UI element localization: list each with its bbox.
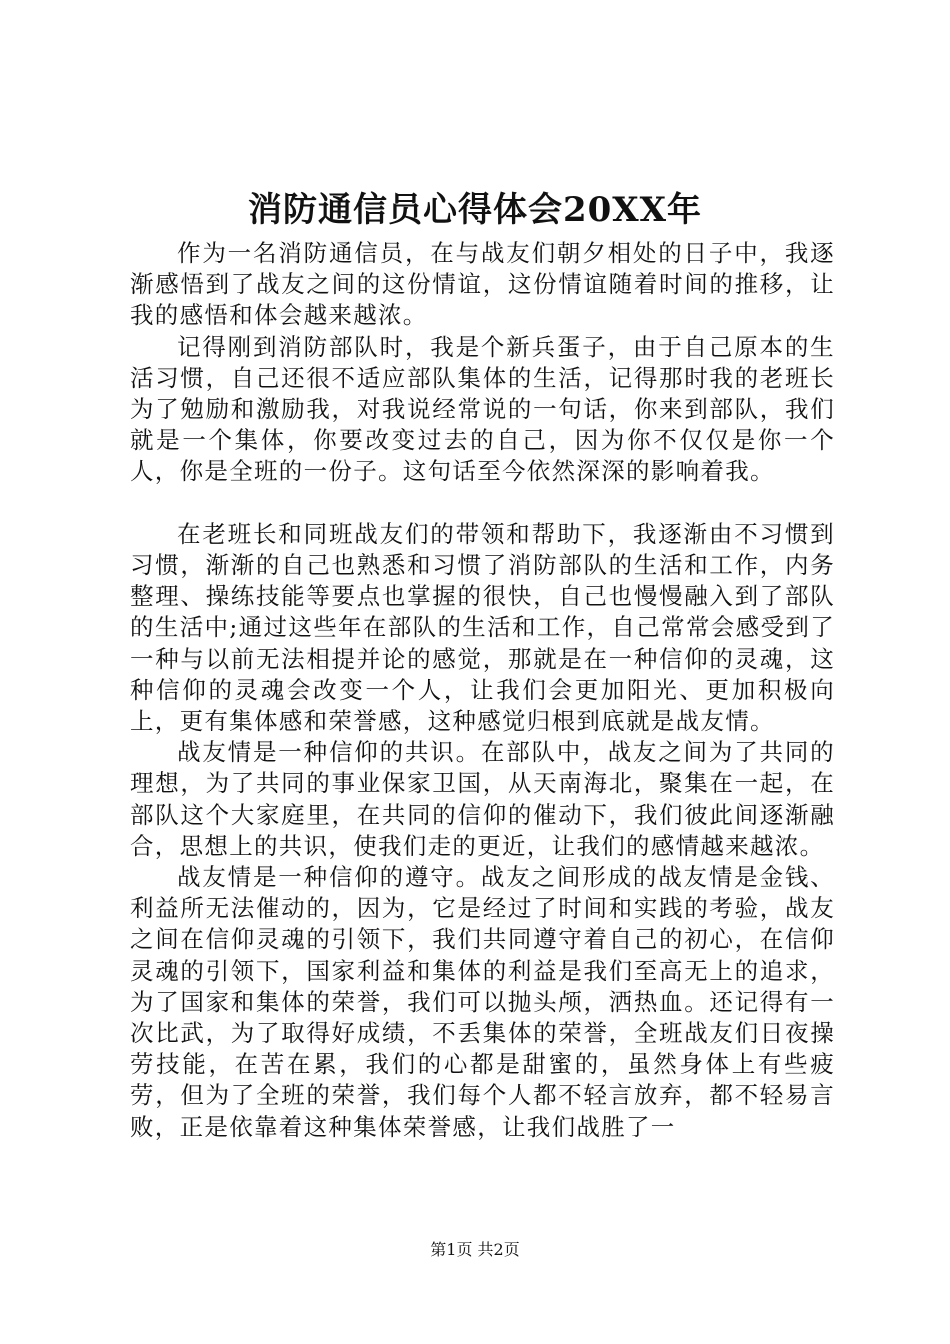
paragraph-1: 作为一名消防通信员，在与战友们朝夕相处的日子中，我逐渐感悟到了战友之间的这份情谊，这份情谊随着时间的推移，让我的感悟和体会越来越浓。 bbox=[130, 239, 835, 330]
paragraph-2: 记得刚到消防部队时，我是个新兵蛋子，由于自己原本的生活习惯，自己还很不适应部队集体的生活，记得那时我的老班长为了勉励和激励我，对我说经常说的一句话，你来到部队，我们就是一个集体，你要改变过去的自己，因为你不仅仅是你一个人，你是全班的一份子。这句话至今依然深深的影响着我。 bbox=[130, 332, 835, 486]
paragraph-3: 在老班长和同班战友们的带领和帮助下，我逐渐由不习惯到习惯，渐渐的自己也熟悉和习惯了消防部队的生活和工作，内务整理、操练技能等要点也掌握的很快，自己也慢慢融入到了部队的生活中;通过这些年在部队的生活和工作，自己常常会感受到了一种与以前无法相提并论的感觉，那就是在一种信仰的灵魂，这种信仰的灵魂会改变一个人，让我们会更加阳光、更加积极向上，更有集体感和荣誉感，这种感觉归根到底就是战友情。 bbox=[130, 519, 835, 736]
paragraph-4: 战友情是一种信仰的共识。在部队中，战友之间为了共同的理想，为了共同的事业保家卫国，从天南海北，聚集在一起，在部队这个大家庭里，在共同的信仰的催动下，我们彼此间逐渐融合，思想上的共识，使我们走的更近，让我们的感情越来越浓。 bbox=[130, 738, 835, 860]
page-title: 消防通信员心得体会20XX年 bbox=[247, 190, 703, 230]
paragraph-5: 战友情是一种信仰的遵守。战友之间形成的战友情是金钱、利益所无法催动的，因为，它是经过了时间和实践的考验，战友之间在信仰灵魂的引领下，我们共同遵守着自己的初心，在信仰灵魂的引领下，国家利益和集体的利益是我们至高无上的追求，为了国家和集体的荣誉，我们可以抛头颅，洒热血。还记得有一次比武，为了取得好成绩，不丢集体的荣誉，全班战友们日夜操劳技能，在苦在累，我们的心都是甜蜜的，虽然身体上有些疲劳，但为了全班的荣誉，我们每个人都不轻言放弃，都不轻易言败，正是依靠着这种集体荣誉感，让我们战胜了一 bbox=[130, 863, 835, 1141]
paragraph-gap bbox=[130, 488, 835, 519]
page-number-footer: 第1页 共2页 bbox=[430, 1240, 520, 1259]
document-body bbox=[130, 238, 835, 1143]
